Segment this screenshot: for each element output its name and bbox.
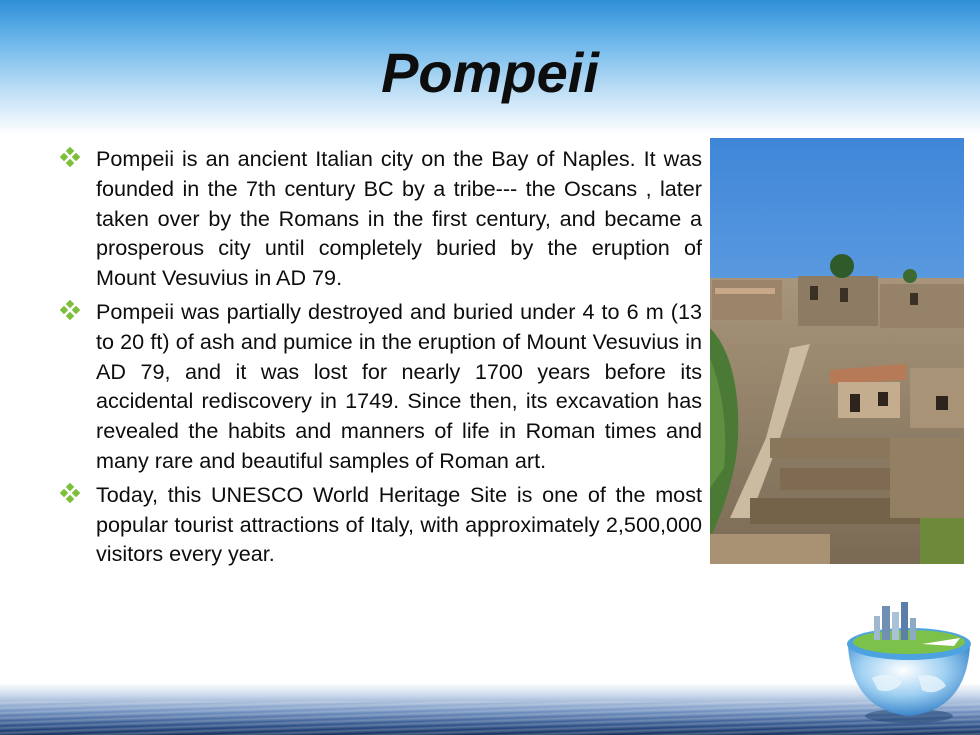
bullet-list [60,144,702,573]
footer-gradient-band [0,683,980,735]
footer-wave [0,701,980,735]
pompeii-ruins-photo [710,138,964,564]
bullet-text: Pompeii is an ancient Italian city on the Bay of Naples. It was founded in the 7th century BC by a tribe--- the Oscans , later taken over by the Romans in the first century, and became a prosperous city until completely buried by the eruption of Mount Vesuvius in AD 79. [96,146,702,291]
diamond-cluster-icon [60,147,80,167]
slide-title: Pompeii [381,41,599,104]
bullet-item [60,480,702,569]
city-globe-icon [842,598,976,726]
diamond-cluster-icon [60,300,80,320]
diamond-cluster-icon [60,483,80,503]
bullet-item [60,297,702,476]
bullet-item [60,144,702,293]
bullet-text: Today, this UNESCO World Heritage Site is one of the most popular tourist attractions of Italy, with approximately 2,500,000 visitors every year. [96,481,702,567]
bullet-text: Pompeii was partially destroyed and buried under 4 to 6 m (13 to 20 ft) of ash and pumice in the eruption of Mount Vesuvius in AD 79, and it was lost for nearly 1700 years before its accidental rediscovery in 1749. Since then, its excavation has revealed the habits and manners of life in Roman times and many rare and beautiful samples of Roman art. [96,298,702,473]
